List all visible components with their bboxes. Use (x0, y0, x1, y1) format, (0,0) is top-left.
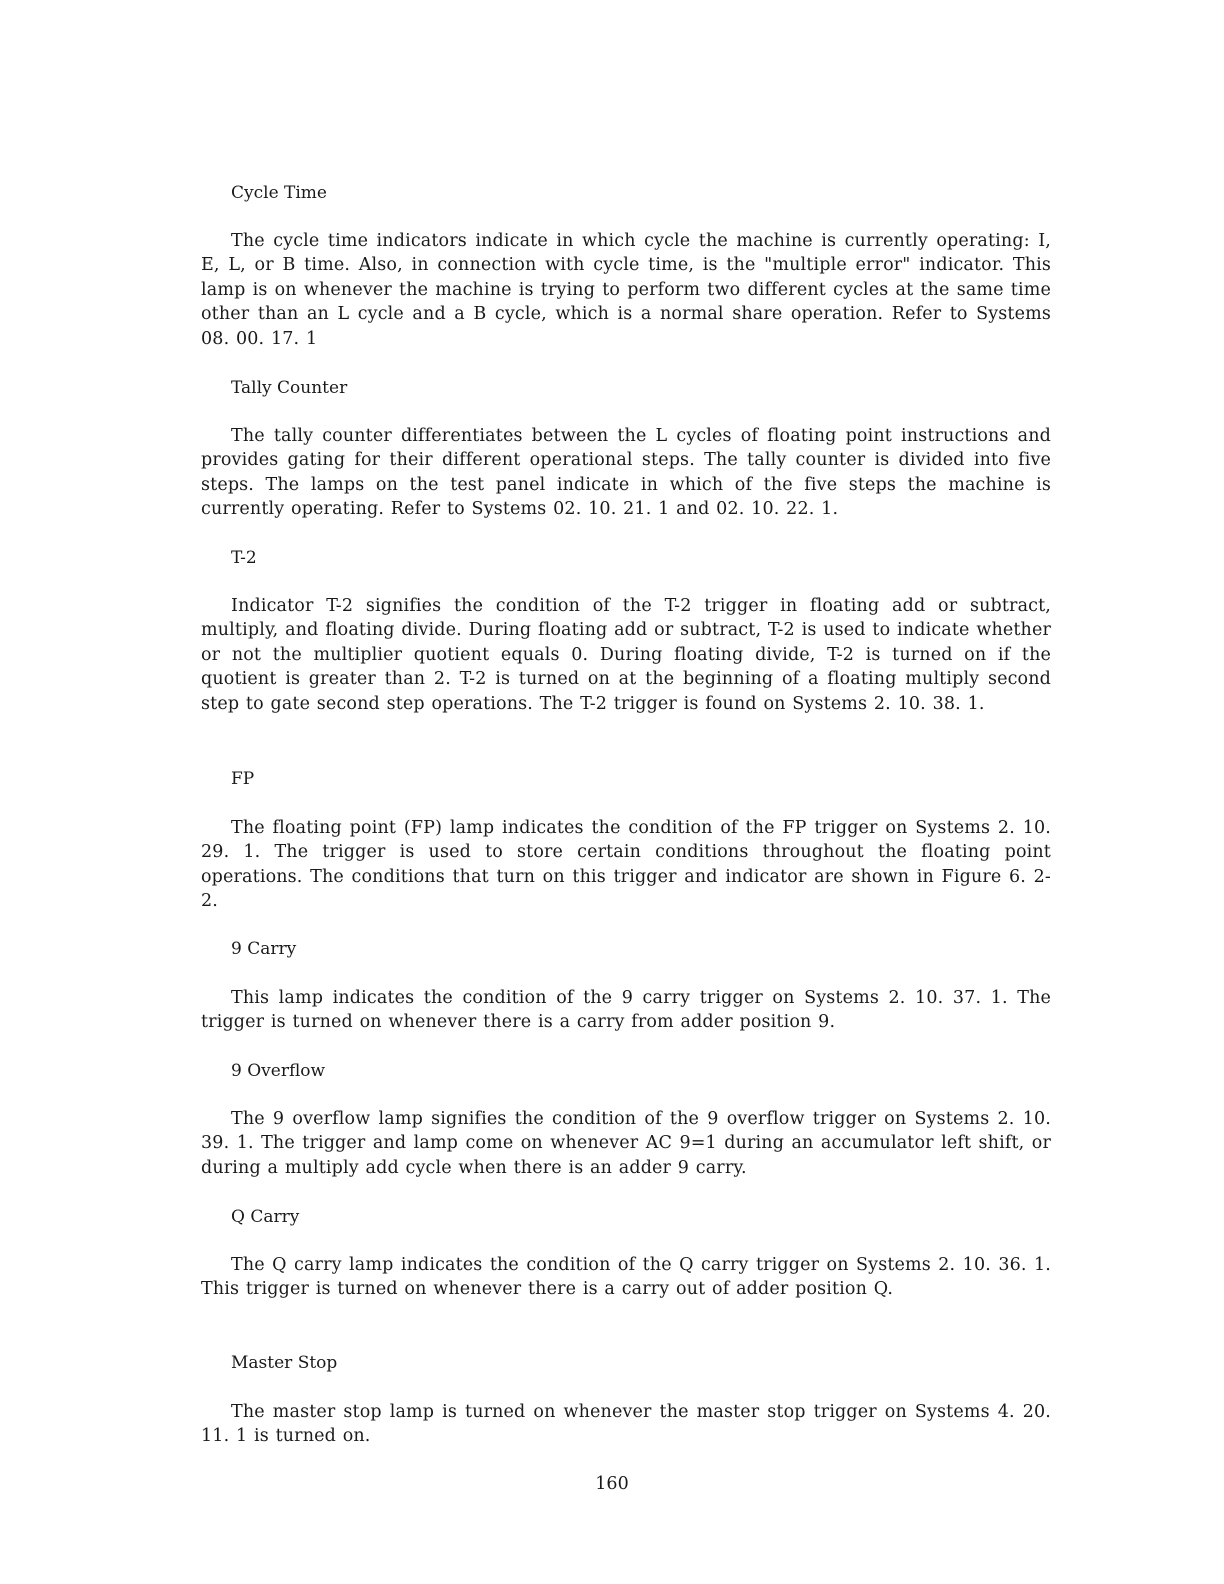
section-body-tally-counter: The tally counter differentiates between the L cycles of floating point instructions and provides gating for their different operational steps. The tally counter is divided into five steps. The lamps on the test panel indicate in which of the five steps the machine is currently operating. Refer to Systems 02. 10. 21. 1 and 02. 10. 22. 1. (201, 426, 1051, 520)
section-heading-tally-counter: Tally Counter (231, 378, 348, 398)
section-heading-q-carry: Q Carry (231, 1207, 300, 1227)
section-heading-fp: FP (231, 769, 255, 789)
section-body-fp: The floating point (FP) lamp indicates the condition of the FP trigger on Systems 2. 10. 29. 1. The trigger is used to store certain conditions throughout the floating point operations. The conditions that turn on this trigger and indicator are shown in Figure 6. 2-2. (201, 818, 1051, 912)
section-body-q-carry: The Q carry lamp indicates the condition of the Q carry trigger on Systems 2. 10. 36. 1. This trigger is turned on whenever there is a carry out of adder position Q. (201, 1255, 1051, 1300)
page-number: 160 (595, 1474, 629, 1494)
section-heading-9-overflow: 9 Overflow (231, 1061, 326, 1081)
section-body-9-carry: This lamp indicates the condition of the 9 carry trigger on Systems 2. 10. 37. 1. The trigger is turned on whenever there is a carry from adder position 9. (201, 988, 1051, 1033)
section-heading-master-stop: Master Stop (231, 1353, 338, 1373)
section-heading-t-2: T-2 (231, 548, 257, 568)
section-heading-cycle-time: Cycle Time (231, 183, 327, 203)
section-heading-9-carry: 9 Carry (231, 939, 297, 959)
section-body-master-stop: The master stop lamp is turned on whenever the master stop trigger on Systems 4. 20. 11. 1 is turned on. (201, 1402, 1051, 1447)
section-body-9-overflow: The 9 overflow lamp signifies the condition of the 9 overflow trigger on Systems 2. 10. 39. 1. The trigger and lamp come on whenever AC 9=1 during an accumulator left shift, or during a multiply add cycle when there is an adder 9 carry. (201, 1109, 1051, 1178)
section-body-cycle-time: The cycle time indicators indicate in which cycle the machine is currently operating: I, E, L, or B time. Also, in connection with cycle time, is the "multiple error" indicator. This lamp is on whenever the machine is trying to perform two different cycles at the same time other than an L cycle and a B cycle, which is a normal share operation. Refer to Systems 08. 00. 17. 1 (201, 231, 1051, 349)
section-body-t-2: Indicator T-2 signifies the condition of the T-2 trigger in floating add or subtract, multiply, and floating divide. During floating add or subtract, T-2 is used to indicate whether or not the multiplier quotient equals 0. During floating divide, T-2 is turned on if the quotient is greater than 2. T-2 is turned on at the beginning of a floating multiply second step to gate second step operations. The T-2 trigger is found on Systems 2. 10. 38. 1. (201, 596, 1051, 714)
